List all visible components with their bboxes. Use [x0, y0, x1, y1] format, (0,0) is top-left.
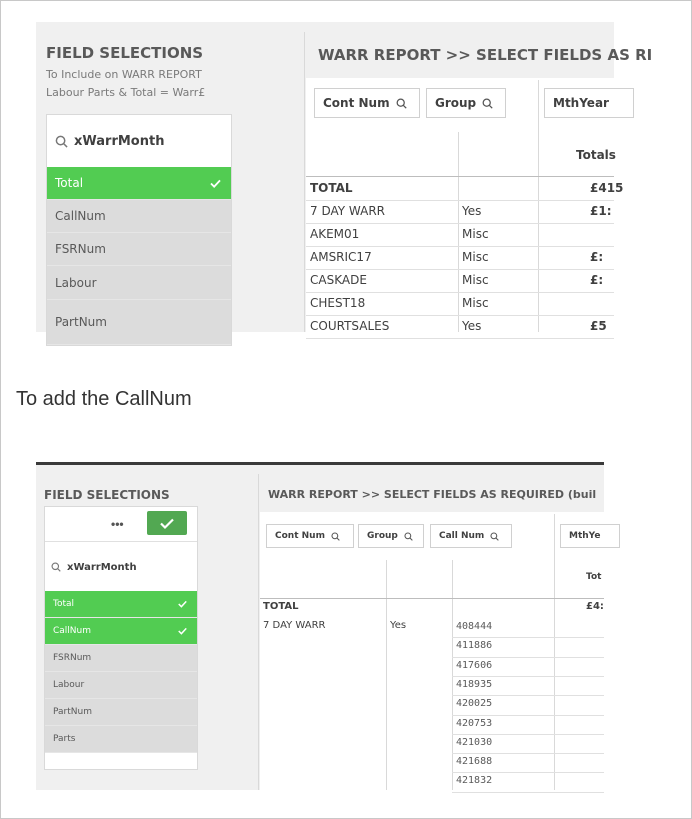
total-row-label: TOTAL [263, 601, 299, 612]
report-title: WARR REPORT >> SELECT FIELDS AS RI [318, 46, 653, 64]
field-item-labour[interactable]: Labour [47, 266, 231, 300]
row-group: Yes [462, 204, 482, 218]
selection-toolbar [45, 507, 197, 542]
table-row[interactable] [306, 316, 614, 339]
search-icon [51, 562, 61, 572]
report-title: WARR REPORT >> SELECT FIELDS AS REQUIRED (buil [268, 488, 597, 501]
search-value: xWarrMonth [67, 561, 137, 573]
panel-divider [258, 474, 259, 790]
row-rule [306, 338, 614, 339]
dim-group[interactable]: Group [426, 88, 506, 118]
search-icon [482, 98, 493, 109]
field-item-labour[interactable]: Labour [45, 672, 197, 699]
call-num-cell[interactable]: 421030 [456, 736, 493, 748]
field-selections-title: FIELD SELECTIONS [44, 488, 170, 502]
table-row[interactable] [306, 224, 614, 247]
field-item-partnum[interactable]: PartNum [45, 699, 197, 726]
row-cont-num: 7 DAY WARR [263, 620, 326, 631]
row-total-value: £5 [590, 319, 607, 333]
measure-header: Tot [586, 572, 602, 582]
row-cont-num: AKEM01 [310, 227, 360, 241]
check-icon [178, 600, 187, 608]
row-cont-num: TOTAL [310, 181, 353, 195]
row-total-value: £: [590, 273, 604, 287]
search-icon [396, 98, 407, 109]
row-rule [452, 637, 604, 638]
row-group: Misc [462, 296, 489, 310]
row-rule [452, 676, 604, 677]
search-value: xWarrMonth [74, 133, 165, 149]
table-row[interactable] [306, 270, 614, 293]
row-cont-num: CHEST18 [310, 296, 366, 310]
row-group: Yes [462, 319, 482, 333]
row-rule [452, 657, 604, 658]
header-rule [260, 598, 604, 599]
row-rule [452, 715, 604, 716]
dim-mthyear[interactable]: MthYear [544, 88, 634, 118]
dim-cont-num[interactable]: Cont Num [314, 88, 420, 118]
field-selections-note-1: To Include on WARR REPORT [46, 68, 202, 81]
window-top-border [36, 462, 604, 465]
caption-text: To add the CallNum [16, 388, 192, 410]
call-num-cell[interactable]: 408444 [456, 621, 493, 632]
check-icon [178, 627, 187, 635]
row-cont-num: 7 DAY WARR [310, 204, 385, 218]
row-cont-num: AMSRIC17 [310, 250, 372, 264]
dim-mthyear[interactable]: MthYe [560, 524, 620, 548]
confirm-selection-button[interactable] [147, 511, 187, 535]
row-group: Misc [462, 250, 489, 264]
header-rule [306, 176, 614, 177]
field-item-fsrnum[interactable]: FSRNum [45, 645, 197, 672]
field-selections-title: FIELD SELECTIONS [46, 44, 204, 62]
measure-header: Totals [576, 148, 616, 162]
field-item-partnum[interactable]: PartNum [47, 300, 231, 345]
call-num-cell[interactable]: 411886 [456, 640, 493, 652]
column-divider [554, 514, 555, 790]
call-num-cell[interactable]: 420753 [456, 717, 493, 729]
row-rule [452, 695, 604, 696]
field-item-fsrnum[interactable]: FSRNum [47, 233, 231, 266]
row-total-value: £1: [590, 204, 612, 218]
check-icon [160, 518, 174, 529]
screenshot-after [36, 462, 604, 790]
table-row[interactable] [306, 178, 624, 201]
column-divider [386, 560, 387, 790]
field-item-callnum[interactable]: CallNum [47, 200, 231, 233]
dim-call-num[interactable]: Call Num [430, 524, 512, 548]
call-num-cell[interactable]: 417606 [456, 659, 493, 671]
dim-cont-num[interactable]: Cont Num [266, 524, 354, 548]
field-selections-note-2: Labour Parts & Total = Warr£ [46, 86, 206, 99]
field-search-box[interactable] [45, 543, 197, 591]
row-rule [452, 734, 604, 735]
field-list-panel [46, 114, 232, 346]
search-icon [55, 135, 68, 148]
screenshot-before [36, 22, 653, 333]
search-icon [404, 532, 413, 541]
total-row-value: £4: [586, 601, 604, 612]
call-num-cell[interactable]: 421832 [456, 775, 493, 787]
row-rule [452, 772, 604, 773]
field-item-total[interactable]: Total [47, 167, 231, 200]
table-row[interactable] [306, 247, 614, 270]
field-list-panel [44, 506, 198, 770]
field-item-callnum[interactable]: CallNum [45, 618, 197, 645]
row-cont-num: COURTSALES [310, 319, 390, 333]
table-row[interactable] [306, 293, 614, 316]
search-icon [490, 532, 499, 541]
row-total-value: £415 [590, 181, 624, 195]
more-options-button[interactable]: ••• [111, 517, 124, 531]
call-num-cell[interactable]: 420025 [456, 698, 493, 710]
row-rule [452, 753, 604, 754]
row-cont-num: CASKADE [310, 273, 367, 287]
dim-group[interactable]: Group [358, 524, 424, 548]
row-total-value: £: [590, 250, 604, 264]
row-group: Yes [390, 620, 407, 631]
search-icon [331, 532, 340, 541]
table-row[interactable] [306, 201, 614, 224]
report-table [260, 512, 604, 790]
call-num-cell[interactable]: 421688 [456, 756, 493, 768]
check-icon [210, 179, 221, 188]
panel-divider [304, 32, 305, 332]
row-rule [452, 792, 604, 793]
field-search-box[interactable] [47, 115, 231, 167]
row-group: Misc [462, 273, 489, 287]
field-item-total[interactable]: Total [45, 591, 197, 618]
row-group: Misc [462, 227, 489, 241]
field-item-parts[interactable]: Parts [45, 726, 197, 753]
call-num-cell[interactable]: 418935 [456, 678, 493, 690]
